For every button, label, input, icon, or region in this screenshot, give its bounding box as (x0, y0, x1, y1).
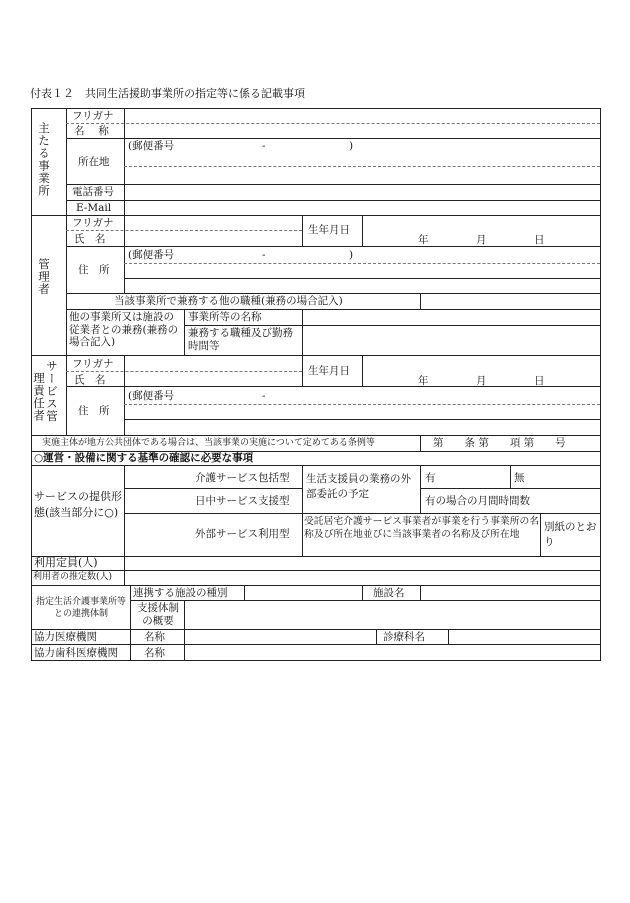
sm-address-label: 住 所 (78, 405, 110, 417)
ordinance-label: 実施主体が地方公共団体である場合は、当該事業の実施について定めてある条例等 (42, 438, 375, 448)
manager-heading: 管理者 (37, 258, 51, 296)
manager-concurrent-title: 当該事業所で兼務する他の職種(兼務の場合記入) (114, 295, 343, 307)
service-type-2[interactable]: 日中サービス支援型 (195, 495, 290, 507)
service-type-3[interactable]: 外部サービス利用型 (195, 528, 290, 540)
ordinance-value: 第 条 第 項 第 号 (433, 437, 566, 449)
frame-bottom (31, 660, 601, 661)
dental-label: 協力歯科医療機関 (34, 647, 118, 659)
office-furigana-label: フリガナ (72, 110, 114, 122)
sm-furigana-label: フリガナ (72, 358, 114, 370)
office-postal-dash: - (262, 140, 266, 152)
manager-postal-dash: - (262, 249, 266, 261)
manager-other-label: 他の事業所又は施設の従業者との兼務(兼務の場合記入) (69, 311, 179, 348)
manager-birth-month: 月 (476, 234, 487, 246)
outsourcing-no[interactable]: 無 (514, 472, 525, 484)
manager-furigana-label: フリガナ (72, 217, 114, 229)
care-link-facility-type: 連携する施設の種別 (133, 587, 228, 599)
medical-name-label: 名称 (144, 631, 165, 643)
manager-birth-label: 生年月日 (308, 224, 350, 236)
office-postal-close: ) (349, 140, 354, 152)
service-manager-heading-b: 理責任者 (32, 372, 46, 422)
frame-top (31, 108, 601, 109)
estimated-users-label: 利用者の推定数(人) (33, 572, 113, 582)
outsourcing-label: 生活支援員の業務の外部委託の予定 (306, 473, 411, 500)
care-link-support: 支援体制の概要 (137, 602, 179, 627)
standards-heading: ○運営・設備に関する基準の確認に必要な事項 (34, 452, 254, 464)
manager-birth-day: 日 (534, 234, 545, 246)
dental-name-label: 名称 (144, 647, 165, 659)
frame-right (600, 108, 601, 661)
medical-dept-label: 診療科名 (383, 631, 425, 643)
office-name-label: 名 称 (74, 125, 109, 137)
care-link-facility-name: 施設名 (373, 587, 405, 599)
sm-birth-month: 月 (476, 375, 487, 387)
service-form-label: サービスの提供形態(該当部分に○) (34, 490, 122, 519)
office-email-label: E-Mail (76, 202, 112, 214)
outsourcing-hours-label: 有の場合の月間時間数 (425, 495, 530, 507)
separate-sheet-label: 別紙のとおり (544, 521, 597, 548)
sm-name-label: 氏 名 (74, 374, 106, 386)
sm-birth-day: 日 (534, 375, 545, 387)
medical-label: 協力医療機関 (34, 631, 97, 643)
manager-postal-close: ) (349, 249, 354, 261)
manager-address-label: 住 所 (78, 264, 110, 276)
care-link-label: 指定生活介護事業所等との連携体制 (35, 597, 126, 619)
service-type-1[interactable]: 介護サービス包括型 (195, 472, 290, 484)
office-postal-label: (郵便番号 (128, 140, 175, 152)
outside-service-desc: 受託居宅介護サービス事業者が事業を行う事業所の名称及び所在地並びに当該事業者の名称及び所在地 (304, 516, 540, 540)
sm-postal-dash: - (262, 390, 266, 402)
office-address-label: 所在地 (78, 156, 110, 168)
office-phone-label: 電話番号 (72, 186, 114, 198)
outsourcing-yes[interactable]: 有 (425, 472, 436, 484)
manager-birth-year: 年 (418, 234, 429, 246)
manager-name-label: 氏 名 (74, 233, 106, 245)
main-office-heading: 主たる事業所 (37, 122, 51, 197)
sm-postal-label: (郵便番号 (128, 390, 175, 402)
manager-postal-label: (郵便番号 (128, 249, 175, 261)
service-manager-heading-a: サービス管 (45, 360, 59, 423)
sm-birth-year: 年 (418, 375, 429, 387)
sm-birth-label: 生年月日 (308, 365, 350, 377)
page-title: 付表１２ 共同生活援助事業所の指定等に係る記載事項 (30, 87, 305, 100)
manager-concurrent-job-label: 兼務する職種及び勤務時間等 (188, 327, 293, 352)
capacity-label: 利用定員(人) (34, 556, 98, 569)
manager-facility-name-label: 事業所等の名称 (188, 311, 262, 323)
